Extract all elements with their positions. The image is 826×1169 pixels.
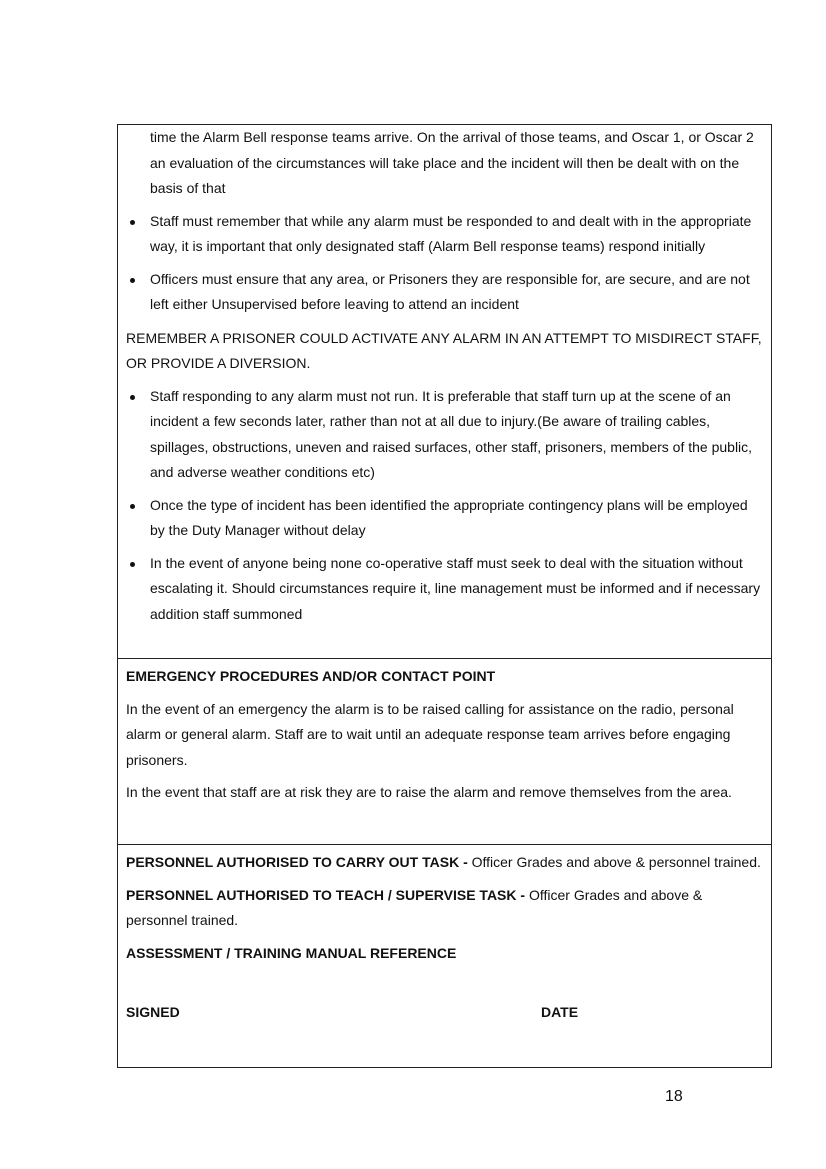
- bullet-icon: [130, 562, 135, 567]
- bullet-icon: [130, 220, 135, 225]
- signed-label: SIGNED: [126, 1004, 180, 1020]
- procedure-table: [117, 124, 772, 1068]
- bullet-icon: [130, 278, 135, 283]
- bullet-text: In the event of anyone being none co-operative staff must seek to deal with the situation without escalating it. Should circumstances require it, line management must be informed and if necessary addition staff summoned: [150, 554, 761, 622]
- continuation-text: time the Alarm Bell response teams arrive. On the arrival of those teams, and Oscar 1, or Oscar 2 an evaluation of the circumstances will take place and the incident will then be dealt with on the basis of that: [150, 129, 754, 196]
- carry-out-authorisation: [126, 850, 763, 876]
- date-label: DATE: [541, 1004, 579, 1020]
- signature-row: [126, 1004, 763, 1020]
- personnel-section: [118, 850, 771, 1067]
- bullet-icon: [130, 395, 135, 400]
- bullet-icon: [130, 504, 135, 509]
- emergency-section: [118, 664, 771, 845]
- bullet-text: Staff responding to any alarm must not run. It is preferable that staff turn up at the scene of an incident a few seconds later, rather than not at all due to injury.(Be aware of trailing cables, spillages, obstructions, uneven and raised surfaces, other staff, prisoners, members of the public, and adverse weather conditions etc): [150, 387, 753, 480]
- emergency-heading: EMERGENCY PROCEDURES AND/OR CONTACT POINT: [126, 668, 496, 684]
- list-item: [126, 493, 763, 544]
- list-item: [126, 267, 763, 318]
- list-item: [126, 551, 763, 628]
- carry-out-text: Officer Grades and above & personnel trained.: [467, 854, 761, 870]
- emergency-paragraph: In the event that staff are at risk they are to raise the alarm and remove themselves from the area.: [126, 784, 732, 800]
- teach-authorisation: [126, 883, 763, 934]
- carry-out-label: PERSONNEL AUTHORISED TO CARRY OUT TASK -: [126, 854, 468, 870]
- procedure-section: [118, 125, 771, 659]
- emergency-paragraph: In the event of an emergency the alarm is to be raised calling for assistance on the radio, personal alarm or general alarm. Staff are to wait until an adequate response team arrives before engaging prisoners.: [126, 700, 734, 768]
- bullet-text: Once the type of incident has been identified the appropriate contingency plans will be employed by the Duty Manager without delay: [150, 496, 748, 538]
- teach-text: Officer Grades and above & personnel trained.: [126, 886, 703, 928]
- bullet-text: Officers must ensure that any area, or Prisoners they are responsible for, are secure, and are not left either Unsupervised before leaving to attend an incident: [150, 270, 750, 312]
- list-item: [126, 209, 763, 260]
- page-number: 18: [665, 1088, 683, 1105]
- warning-text: REMEMBER A PRISONER COULD ACTIVATE ANY ALARM IN AN ATTEMPT TO MISDIRECT STAFF, OR PROVIDE A DIVERSION.: [126, 329, 762, 371]
- manual-reference: ASSESSMENT / TRAINING MANUAL REFERENCE: [126, 944, 457, 961]
- teach-label: PERSONNEL AUTHORISED TO TEACH / SUPERVISE TASK -: [126, 886, 526, 903]
- list-item: [126, 384, 763, 486]
- bullet-text: Staff must remember that while any alarm must be responded to and dealt with in the appropriate way, it is important that only designated staff (Alarm Bell response teams) respond initially: [150, 212, 752, 254]
